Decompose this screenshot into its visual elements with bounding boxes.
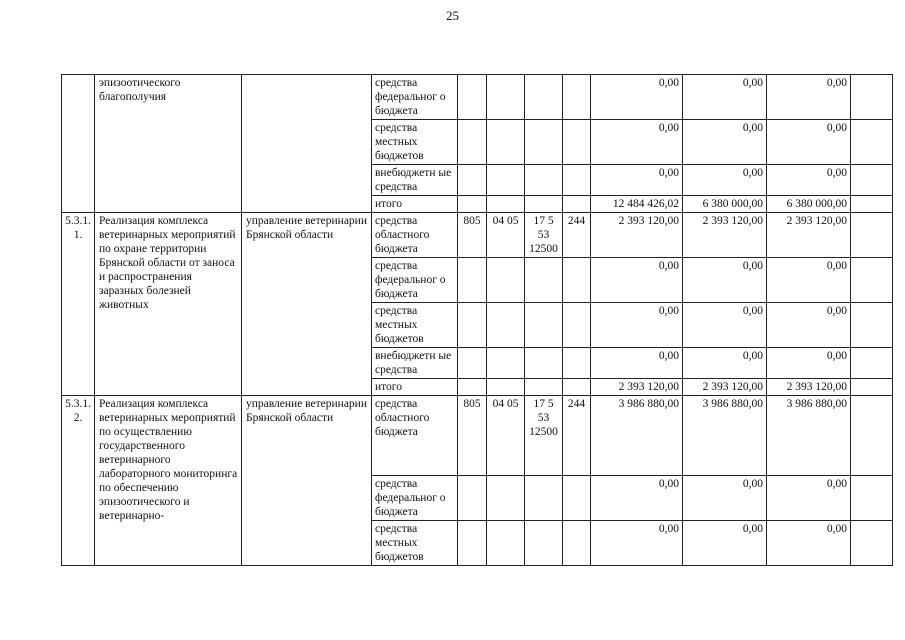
amount-year1-cell: 0,00 <box>591 120 683 165</box>
amount-year2-cell: 0,00 <box>683 75 767 120</box>
code-rzpr-cell <box>487 120 525 165</box>
code-grbs-cell: 805 <box>458 396 487 476</box>
amount-year2-cell: 2 393 120,00 <box>683 379 767 396</box>
result-cell <box>851 165 893 196</box>
code-rzpr-cell <box>487 348 525 379</box>
code-grbs-cell <box>458 196 487 213</box>
amount-year3-cell: 0,00 <box>767 521 851 566</box>
code-vr-cell: 244 <box>563 396 591 476</box>
result-cell <box>851 258 893 303</box>
amount-year2-cell: 3 986 880,00 <box>683 396 767 476</box>
code-csr-cell <box>525 379 563 396</box>
result-cell <box>851 75 893 120</box>
item-number-cell <box>62 75 95 213</box>
code-rzpr-cell: 04 05 <box>487 213 525 258</box>
code-vr-cell <box>563 258 591 303</box>
code-csr-cell: 17 5 53 12500 <box>525 213 563 258</box>
funding-source-cell: средства местных бюджетов <box>372 120 458 165</box>
amount-year1-cell: 2 393 120,00 <box>591 379 683 396</box>
amount-year3-cell: 0,00 <box>767 165 851 196</box>
code-csr-cell <box>525 196 563 213</box>
budget-table <box>61 74 893 566</box>
code-grbs-cell: 805 <box>458 213 487 258</box>
amount-year1-cell: 0,00 <box>591 348 683 379</box>
amount-year3-cell: 0,00 <box>767 75 851 120</box>
result-cell <box>851 120 893 165</box>
amount-year2-cell: 0,00 <box>683 476 767 521</box>
code-csr-cell <box>525 521 563 566</box>
table-row <box>62 75 893 120</box>
amount-year1-cell: 0,00 <box>591 258 683 303</box>
item-number-cell: 5.3.1. 1. <box>62 213 95 396</box>
amount-year2-cell: 0,00 <box>683 348 767 379</box>
amount-year1-cell: 0,00 <box>591 165 683 196</box>
funding-source-cell: средства федеральног о бюджета <box>372 75 458 120</box>
amount-year3-cell: 0,00 <box>767 120 851 165</box>
amount-year1-cell: 0,00 <box>591 521 683 566</box>
amount-year2-cell: 6 380 000,00 <box>683 196 767 213</box>
amount-year3-cell: 0,00 <box>767 348 851 379</box>
amount-year1-cell: 12 484 426,02 <box>591 196 683 213</box>
code-vr-cell <box>563 120 591 165</box>
amount-year2-cell: 0,00 <box>683 303 767 348</box>
code-vr-cell <box>563 75 591 120</box>
amount-year3-cell: 2 393 120,00 <box>767 213 851 258</box>
result-cell <box>851 196 893 213</box>
code-vr-cell <box>563 196 591 213</box>
funding-source-cell: средства федеральног о бюджета <box>372 476 458 521</box>
code-csr-cell <box>525 165 563 196</box>
funding-source-cell: внебюджетн ые средства <box>372 348 458 379</box>
amount-year1-cell: 0,00 <box>591 303 683 348</box>
code-vr-cell <box>563 165 591 196</box>
funding-source-cell: итого <box>372 379 458 396</box>
code-rzpr-cell <box>487 521 525 566</box>
code-grbs-cell <box>458 476 487 521</box>
funding-source-cell: средства местных бюджетов <box>372 303 458 348</box>
code-vr-cell <box>563 521 591 566</box>
amount-year3-cell: 6 380 000,00 <box>767 196 851 213</box>
result-cell <box>851 303 893 348</box>
result-cell <box>851 348 893 379</box>
result-cell <box>851 213 893 258</box>
budget-table-body <box>62 75 893 566</box>
result-cell <box>851 476 893 521</box>
amount-year3-cell: 0,00 <box>767 258 851 303</box>
code-rzpr-cell <box>487 75 525 120</box>
result-cell <box>851 379 893 396</box>
amount-year2-cell: 0,00 <box>683 521 767 566</box>
result-cell <box>851 521 893 566</box>
executor-cell: управление ветеринарии Брянской области <box>242 213 372 396</box>
code-vr-cell <box>563 379 591 396</box>
table-row <box>62 213 893 258</box>
code-grbs-cell <box>458 379 487 396</box>
amount-year1-cell: 0,00 <box>591 476 683 521</box>
funding-source-cell: средства областного бюджета <box>372 396 458 476</box>
code-rzpr-cell <box>487 165 525 196</box>
amount-year3-cell: 0,00 <box>767 303 851 348</box>
amount-year3-cell: 3 986 880,00 <box>767 396 851 476</box>
code-rzpr-cell <box>487 303 525 348</box>
amount-year3-cell: 0,00 <box>767 476 851 521</box>
code-vr-cell: 244 <box>563 213 591 258</box>
code-grbs-cell <box>458 258 487 303</box>
item-name-cell: эпизоотического благополучия <box>95 75 242 213</box>
code-rzpr-cell <box>487 258 525 303</box>
code-grbs-cell <box>458 120 487 165</box>
code-csr-cell <box>525 258 563 303</box>
table-row <box>62 396 893 476</box>
funding-source-cell: внебюджетн ые средства <box>372 165 458 196</box>
amount-year2-cell: 2 393 120,00 <box>683 213 767 258</box>
amount-year2-cell: 0,00 <box>683 258 767 303</box>
code-csr-cell <box>525 75 563 120</box>
item-name-cell: Реализация комплекса ветеринарных мероприятий по охране территории Брянской области от заноса и распространения заразных болезней животных <box>95 213 242 396</box>
code-rzpr-cell <box>487 476 525 521</box>
code-vr-cell <box>563 476 591 521</box>
code-vr-cell <box>563 348 591 379</box>
funding-source-cell: итого <box>372 196 458 213</box>
code-csr-cell: 17 5 53 12500 <box>525 396 563 476</box>
code-rzpr-cell <box>487 379 525 396</box>
code-csr-cell <box>525 476 563 521</box>
funding-source-cell: средства местных бюджетов <box>372 521 458 566</box>
funding-source-cell: средства областного бюджета <box>372 213 458 258</box>
amount-year2-cell: 0,00 <box>683 165 767 196</box>
code-rzpr-cell: 04 05 <box>487 396 525 476</box>
code-grbs-cell <box>458 75 487 120</box>
funding-source-cell: средства федеральног о бюджета <box>372 258 458 303</box>
code-vr-cell <box>563 303 591 348</box>
code-grbs-cell <box>458 521 487 566</box>
amount-year1-cell: 3 986 880,00 <box>591 396 683 476</box>
code-grbs-cell <box>458 303 487 348</box>
code-rzpr-cell <box>487 196 525 213</box>
executor-cell <box>242 75 372 213</box>
item-name-cell: Реализация комплекса ветеринарных мероприятий по осуществлению государственного ветеринарного лабораторного мониторинга по обеспечению эпизоотического и ветеринарно- <box>95 396 242 566</box>
result-cell <box>851 396 893 476</box>
amount-year1-cell: 0,00 <box>591 75 683 120</box>
code-csr-cell <box>525 120 563 165</box>
amount-year1-cell: 2 393 120,00 <box>591 213 683 258</box>
code-grbs-cell <box>458 165 487 196</box>
amount-year2-cell: 0,00 <box>683 120 767 165</box>
executor-cell: управление ветеринарии Брянской области <box>242 396 372 566</box>
code-grbs-cell <box>458 348 487 379</box>
amount-year3-cell: 2 393 120,00 <box>767 379 851 396</box>
code-csr-cell <box>525 348 563 379</box>
item-number-cell: 5.3.1. 2. <box>62 396 95 566</box>
code-csr-cell <box>525 303 563 348</box>
page-number: 25 <box>446 8 459 23</box>
